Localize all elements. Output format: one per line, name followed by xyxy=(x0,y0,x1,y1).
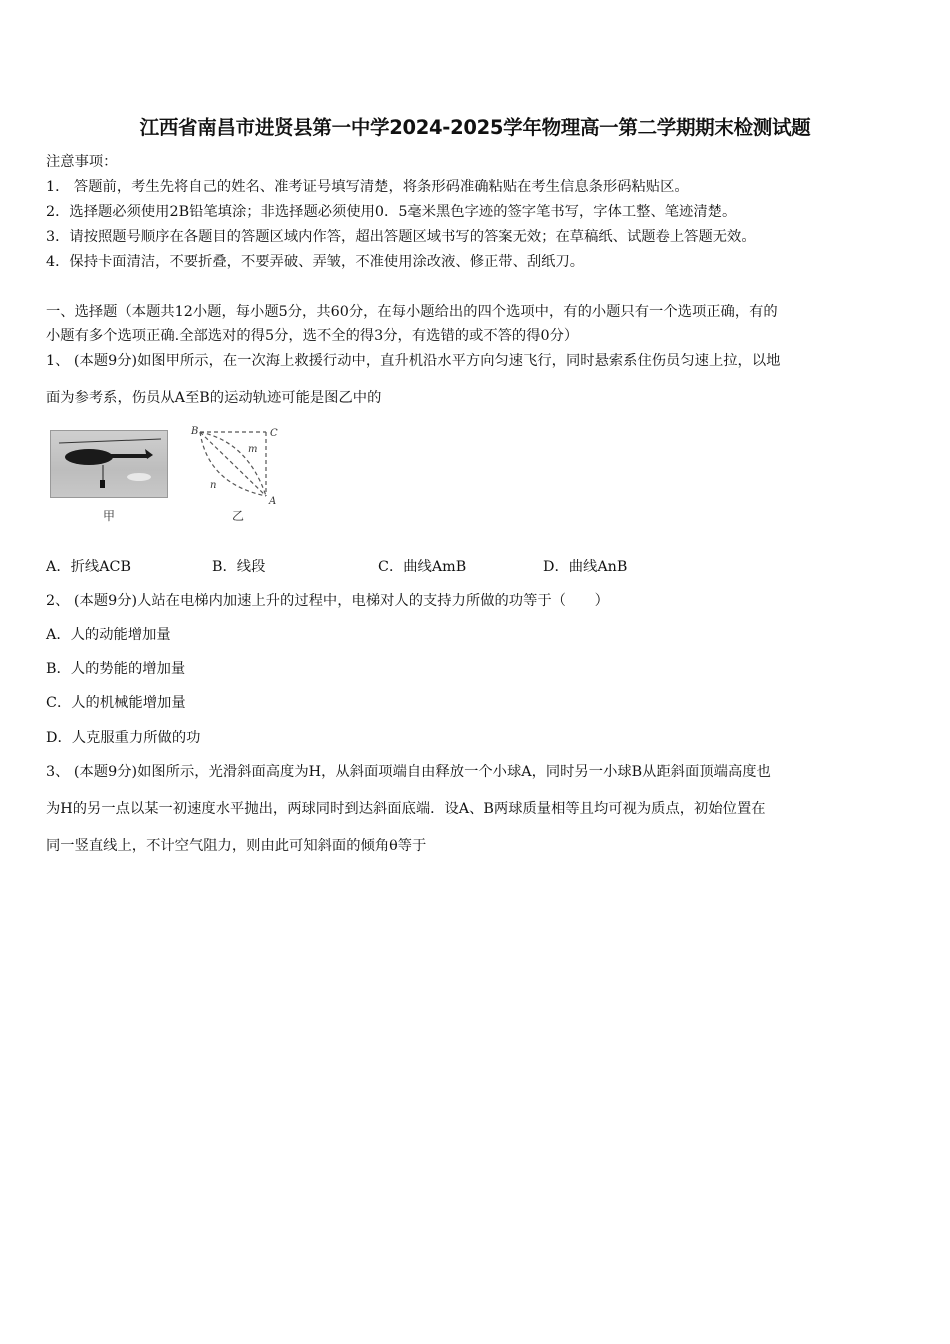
question-1-stem-cont: 面为参考系，伤员从A至B的运动轨迹可能是图乙中的 xyxy=(46,390,382,406)
notice-item: 3．请按照题号顺序在各题目的答题区域内作答，超出答题区域书写的答案无效；在草稿纸、试题卷上答题无效。 xyxy=(46,229,756,245)
figure-yi-label: 乙 xyxy=(232,509,245,523)
question-2-stem: 2、 (本题9分)人站在电梯内加速上升的过程中，电梯对人的支持力所做的功等于（ ） xyxy=(46,593,609,609)
question-3-stem: 3、 (本题9分)如图所示，光滑斜面高度为H，从斜面项端自由释放一个小球A，同时另一小球B从距斜面顶端高度也 xyxy=(46,764,771,780)
section-instructions: 一、选择题（本题共12小题，每小题5分，共60分，在每小题给出的四个选项中，有的小题只有一个选项正确，有的 xyxy=(46,304,778,320)
curve-m-label: m xyxy=(248,444,258,455)
curve-n-label: n xyxy=(210,480,217,491)
notice-item: 2．选择题必须使用2B铅笔填涂；非选择题必须使用0．5毫米黑色字迹的签字笔书写，字体工整、笔迹清楚。 xyxy=(46,204,737,220)
figure-jia-label: 甲 xyxy=(103,509,116,523)
notice-item: 4．保持卡面清洁，不要折叠，不要弄破、弄皱，不准使用涂改液、修正带、刮纸刀。 xyxy=(46,254,585,270)
q1-option-a: A．折线ACB xyxy=(46,559,131,575)
point-a-label: A xyxy=(269,496,277,506)
point-b-label: B xyxy=(191,426,199,437)
section-instructions-cont: 小题有多个选项正确.全部选对的得5分，选不全的得3分，有选错的或不答的得0分） xyxy=(46,328,579,344)
q1-option-c: C．曲线AmB xyxy=(378,559,467,575)
page-title: 江西省南昌市进贤县第一中学2024-2025学年物理高一第二学期期末检测试题 xyxy=(139,116,811,139)
helicopter-icon xyxy=(51,431,167,497)
q2-option-a: A．人的动能增加量 xyxy=(46,627,171,643)
q2-option-b: B．人的势能的增加量 xyxy=(46,661,186,677)
q2-option-d: D．人克服重力所做的功 xyxy=(46,730,201,746)
notice-heading: 注意事项： xyxy=(46,154,118,170)
notice-item: 1． 答题前，考生先将自己的姓名、准考证号填写清楚，将条形码准确粘贴在考生信息条形码粘贴区。 xyxy=(46,179,689,195)
question-3-stem-cont: 为H的另一点以某一初速度水平抛出，两球同时到达斜面底端．设A、B两球质量相等且均可视为质点，初始位置在 xyxy=(46,801,766,817)
q2-option-c: C．人的机械能增加量 xyxy=(46,695,186,711)
point-c-label: C xyxy=(270,428,278,439)
trajectory-diagram xyxy=(188,422,288,506)
question-1-stem: 1、 (本题9分)如图甲所示，在一次海上救援行动中，直升机沿水平方向匀速飞行，同时悬索系住伤员匀速上拉，以地 xyxy=(46,353,781,369)
q1-option-b: B．线段 xyxy=(212,559,266,575)
question-3-stem-cont2: 同一竖直线上，不计空气阻力，则由此可知斜面的倾角θ等于 xyxy=(46,838,427,854)
helicopter-photo xyxy=(50,430,168,498)
q1-option-d: D．曲线AnB xyxy=(543,559,628,575)
